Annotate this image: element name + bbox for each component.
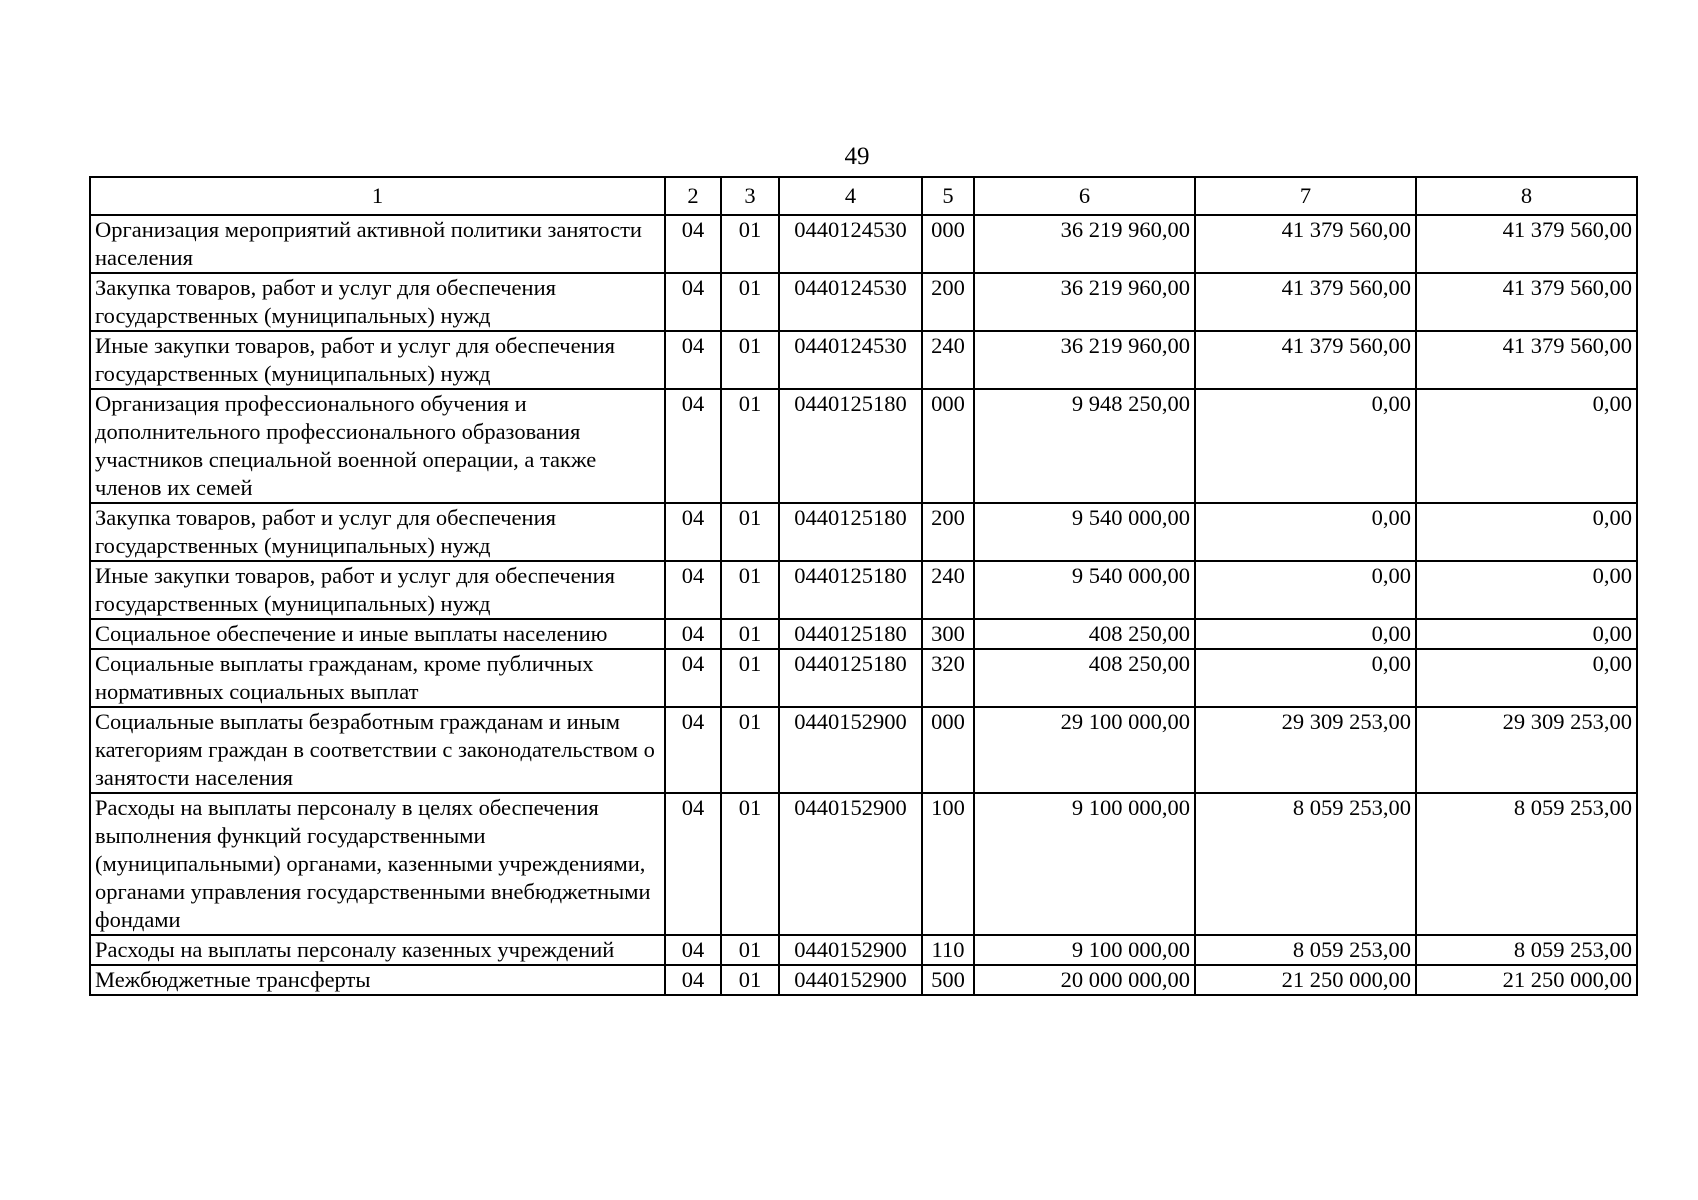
amount-col6-cell: 36 219 960,00: [974, 273, 1195, 331]
amount-col6-cell: 408 250,00: [974, 649, 1195, 707]
subsection-code-cell: 01: [721, 935, 779, 965]
section-code-cell: 04: [665, 707, 721, 793]
amount-col6-cell: 408 250,00: [974, 619, 1195, 649]
amount-col7-cell: 0,00: [1195, 561, 1416, 619]
table-header-row: [90, 177, 1637, 215]
subsection-code-cell: 01: [721, 965, 779, 995]
table-row: [90, 273, 1637, 331]
table-row: [90, 793, 1637, 935]
amount-col8-cell: 8 059 253,00: [1416, 935, 1637, 965]
subsection-code-cell: 01: [721, 503, 779, 561]
row-name-cell: Расходы на выплаты персоналу казенных учреждений: [90, 935, 665, 965]
amount-col6-cell: 9 948 250,00: [974, 389, 1195, 503]
section-code-cell: 04: [665, 273, 721, 331]
amount-col7-cell: 0,00: [1195, 389, 1416, 503]
expense-type-cell: 200: [922, 503, 974, 561]
section-code-cell: 04: [665, 331, 721, 389]
section-code-cell: 04: [665, 649, 721, 707]
row-name-cell: Социальное обеспечение и иные выплаты населению: [90, 619, 665, 649]
row-name-cell: Социальные выплаты безработным гражданам и иным категориям граждан в соответствии с законодательством о занятости населения: [90, 707, 665, 793]
amount-col8-cell: 41 379 560,00: [1416, 331, 1637, 389]
table-row: [90, 389, 1637, 503]
subsection-code-cell: 01: [721, 389, 779, 503]
column-header: 6: [974, 177, 1195, 215]
amount-col8-cell: 29 309 253,00: [1416, 707, 1637, 793]
table-row: [90, 561, 1637, 619]
page-number: 49: [844, 143, 870, 170]
row-name-cell: Закупка товаров, работ и услуг для обеспечения государственных (муниципальных) нужд: [90, 273, 665, 331]
table-row: [90, 331, 1637, 389]
amount-col8-cell: 41 379 560,00: [1416, 273, 1637, 331]
expense-type-cell: 110: [922, 935, 974, 965]
amount-col6-cell: 9 540 000,00: [974, 561, 1195, 619]
budget-table: [89, 176, 1638, 996]
column-header: 5: [922, 177, 974, 215]
table-row: [90, 935, 1637, 965]
amount-col7-cell: 41 379 560,00: [1195, 273, 1416, 331]
subsection-code-cell: 01: [721, 273, 779, 331]
subsection-code-cell: 01: [721, 215, 779, 273]
amount-col7-cell: 8 059 253,00: [1195, 935, 1416, 965]
expense-type-cell: 000: [922, 389, 974, 503]
expense-type-cell: 320: [922, 649, 974, 707]
column-header: 7: [1195, 177, 1416, 215]
target-article-cell: 0440125180: [779, 649, 922, 707]
amount-col7-cell: 8 059 253,00: [1195, 793, 1416, 935]
target-article-cell: 0440152900: [779, 965, 922, 995]
column-header: 2: [665, 177, 721, 215]
expense-type-cell: 500: [922, 965, 974, 995]
column-header: 4: [779, 177, 922, 215]
table-row: [90, 215, 1637, 273]
amount-col6-cell: 20 000 000,00: [974, 965, 1195, 995]
target-article-cell: 0440125180: [779, 503, 922, 561]
target-article-cell: 0440124530: [779, 215, 922, 273]
expense-type-cell: 240: [922, 331, 974, 389]
amount-col8-cell: 0,00: [1416, 649, 1637, 707]
amount-col6-cell: 9 100 000,00: [974, 793, 1195, 935]
amount-col8-cell: 0,00: [1416, 503, 1637, 561]
section-code-cell: 04: [665, 935, 721, 965]
amount-col7-cell: 0,00: [1195, 619, 1416, 649]
row-name-cell: Организация профессионального обучения и дополнительного профессионального образования участников специальной военной операции, а также членов их семей: [90, 389, 665, 503]
amount-col8-cell: 41 379 560,00: [1416, 215, 1637, 273]
target-article-cell: 0440152900: [779, 935, 922, 965]
section-code-cell: 04: [665, 965, 721, 995]
amount-col7-cell: 0,00: [1195, 649, 1416, 707]
section-code-cell: 04: [665, 215, 721, 273]
section-code-cell: 04: [665, 561, 721, 619]
row-name-cell: Иные закупки товаров, работ и услуг для обеспечения государственных (муниципальных) нужд: [90, 331, 665, 389]
target-article-cell: 0440125180: [779, 561, 922, 619]
section-code-cell: 04: [665, 503, 721, 561]
amount-col8-cell: 21 250 000,00: [1416, 965, 1637, 995]
amount-col6-cell: 36 219 960,00: [974, 331, 1195, 389]
expense-type-cell: 000: [922, 215, 974, 273]
expense-type-cell: 240: [922, 561, 974, 619]
column-header: 8: [1416, 177, 1637, 215]
target-article-cell: 0440152900: [779, 793, 922, 935]
table-row: [90, 649, 1637, 707]
amount-col7-cell: 21 250 000,00: [1195, 965, 1416, 995]
table-row: [90, 619, 1637, 649]
subsection-code-cell: 01: [721, 561, 779, 619]
expense-type-cell: 300: [922, 619, 974, 649]
subsection-code-cell: 01: [721, 649, 779, 707]
amount-col7-cell: 41 379 560,00: [1195, 215, 1416, 273]
expense-type-cell: 100: [922, 793, 974, 935]
target-article-cell: 0440124530: [779, 273, 922, 331]
column-header: 3: [721, 177, 779, 215]
amount-col7-cell: 29 309 253,00: [1195, 707, 1416, 793]
table-row: [90, 707, 1637, 793]
row-name-cell: Социальные выплаты гражданам, кроме публичных нормативных социальных выплат: [90, 649, 665, 707]
row-name-cell: Межбюджетные трансферты: [90, 965, 665, 995]
table-row: [90, 503, 1637, 561]
subsection-code-cell: 01: [721, 707, 779, 793]
amount-col8-cell: 0,00: [1416, 389, 1637, 503]
column-header: 1: [90, 177, 665, 215]
amount-col6-cell: 29 100 000,00: [974, 707, 1195, 793]
section-code-cell: 04: [665, 389, 721, 503]
amount-col8-cell: 0,00: [1416, 561, 1637, 619]
row-name-cell: Расходы на выплаты персоналу в целях обеспечения выполнения функций государственными (муниципальными) органами, казенными учреждениями, органами управления государственными внебюджетными фондами: [90, 793, 665, 935]
expense-type-cell: 000: [922, 707, 974, 793]
subsection-code-cell: 01: [721, 793, 779, 935]
amount-col8-cell: 8 059 253,00: [1416, 793, 1637, 935]
target-article-cell: 0440125180: [779, 389, 922, 503]
table-row: [90, 965, 1637, 995]
amount-col6-cell: 9 100 000,00: [974, 935, 1195, 965]
row-name-cell: Организация мероприятий активной политики занятости населения: [90, 215, 665, 273]
subsection-code-cell: 01: [721, 619, 779, 649]
row-name-cell: Иные закупки товаров, работ и услуг для обеспечения государственных (муниципальных) нужд: [90, 561, 665, 619]
expense-type-cell: 200: [922, 273, 974, 331]
section-code-cell: 04: [665, 793, 721, 935]
target-article-cell: 0440125180: [779, 619, 922, 649]
row-name-cell: Закупка товаров, работ и услуг для обеспечения государственных (муниципальных) нужд: [90, 503, 665, 561]
amount-col7-cell: 41 379 560,00: [1195, 331, 1416, 389]
subsection-code-cell: 01: [721, 331, 779, 389]
target-article-cell: 0440124530: [779, 331, 922, 389]
amount-col7-cell: 0,00: [1195, 503, 1416, 561]
section-code-cell: 04: [665, 619, 721, 649]
target-article-cell: 0440152900: [779, 707, 922, 793]
amount-col6-cell: 9 540 000,00: [974, 503, 1195, 561]
amount-col8-cell: 0,00: [1416, 619, 1637, 649]
amount-col6-cell: 36 219 960,00: [974, 215, 1195, 273]
